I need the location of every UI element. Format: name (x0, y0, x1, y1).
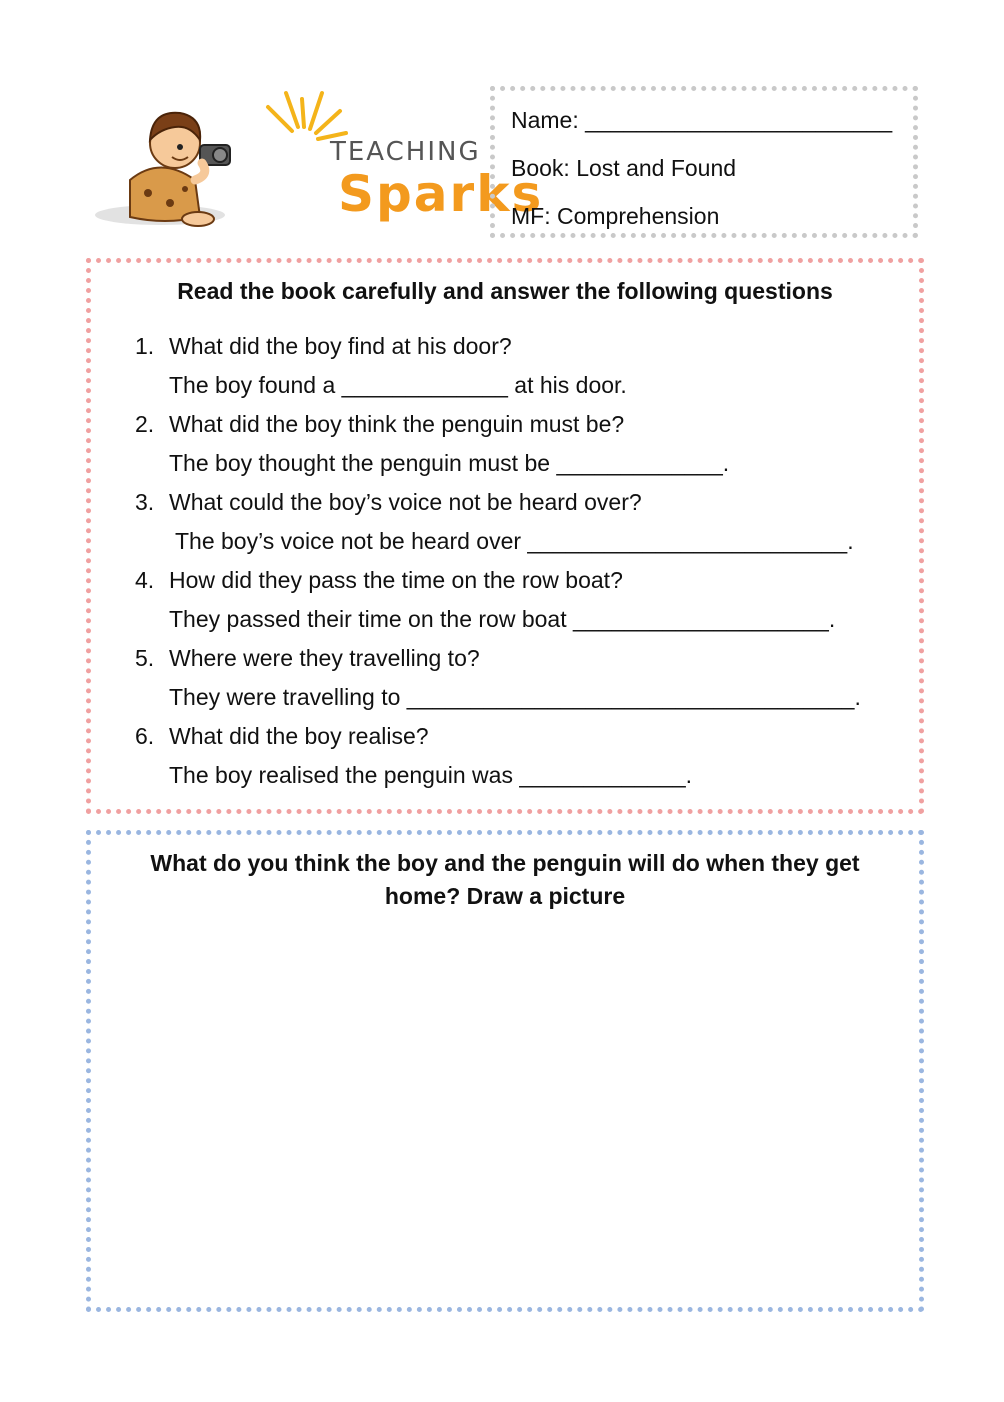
student-info-box (490, 86, 918, 238)
answer-line[interactable]: The boy’s voice not be heard over _________________________. (169, 528, 854, 554)
question-text: What did the boy find at his door? (169, 333, 512, 359)
drawing-section[interactable] (86, 830, 924, 1312)
book-title-line: Book: Lost and Found (511, 155, 737, 181)
question-number: 3. (135, 489, 155, 515)
question-item-6 (135, 717, 899, 795)
answer-line[interactable]: The boy found a _____________ at his door. (169, 372, 627, 398)
answer-line[interactable]: The boy thought the penguin must be _____________. (169, 450, 730, 476)
question-number: 2. (135, 411, 155, 437)
question-text: What did the boy think the penguin must be? (169, 411, 625, 437)
drawing-section-title: What do you think the boy and the penguin will do when they get home? Draw a picture (150, 850, 860, 909)
question-item-5 (135, 639, 899, 717)
logo-word-teaching: TEACHING (330, 137, 481, 167)
answer-line[interactable]: They passed their time on the row boat ____________________. (169, 606, 836, 632)
caveman-with-camera-icon (130, 113, 230, 226)
question-item-2 (135, 405, 899, 483)
question-text: What could the boy’s voice not be heard over? (169, 489, 642, 515)
name-field[interactable]: Name: ________________________ (511, 107, 893, 133)
teaching-sparks-logo (90, 85, 544, 245)
question-text: What did the boy realise? (169, 723, 429, 749)
question-text: Where were they travelling to? (169, 645, 480, 671)
logo-word-sparks: Sparks (338, 165, 544, 223)
mf-line: MF: Comprehension (511, 203, 720, 229)
question-item-4 (135, 561, 899, 639)
questions-section (86, 258, 924, 814)
question-number: 5. (135, 645, 155, 671)
question-number: 4. (135, 567, 155, 593)
answer-line[interactable]: The boy realised the penguin was _____________. (169, 762, 693, 788)
question-text: How did they pass the time on the row boat? (169, 567, 623, 593)
question-item-1 (135, 327, 899, 405)
question-number: 1. (135, 333, 155, 359)
answer-line[interactable]: They were travelling to ___________________________________. (169, 684, 861, 710)
question-list (135, 327, 899, 795)
question-item-3 (135, 483, 899, 561)
questions-section-title: Read the book carefully and answer the following questions (177, 278, 833, 304)
question-number: 6. (135, 723, 155, 749)
sun-rays-icon (268, 93, 346, 139)
